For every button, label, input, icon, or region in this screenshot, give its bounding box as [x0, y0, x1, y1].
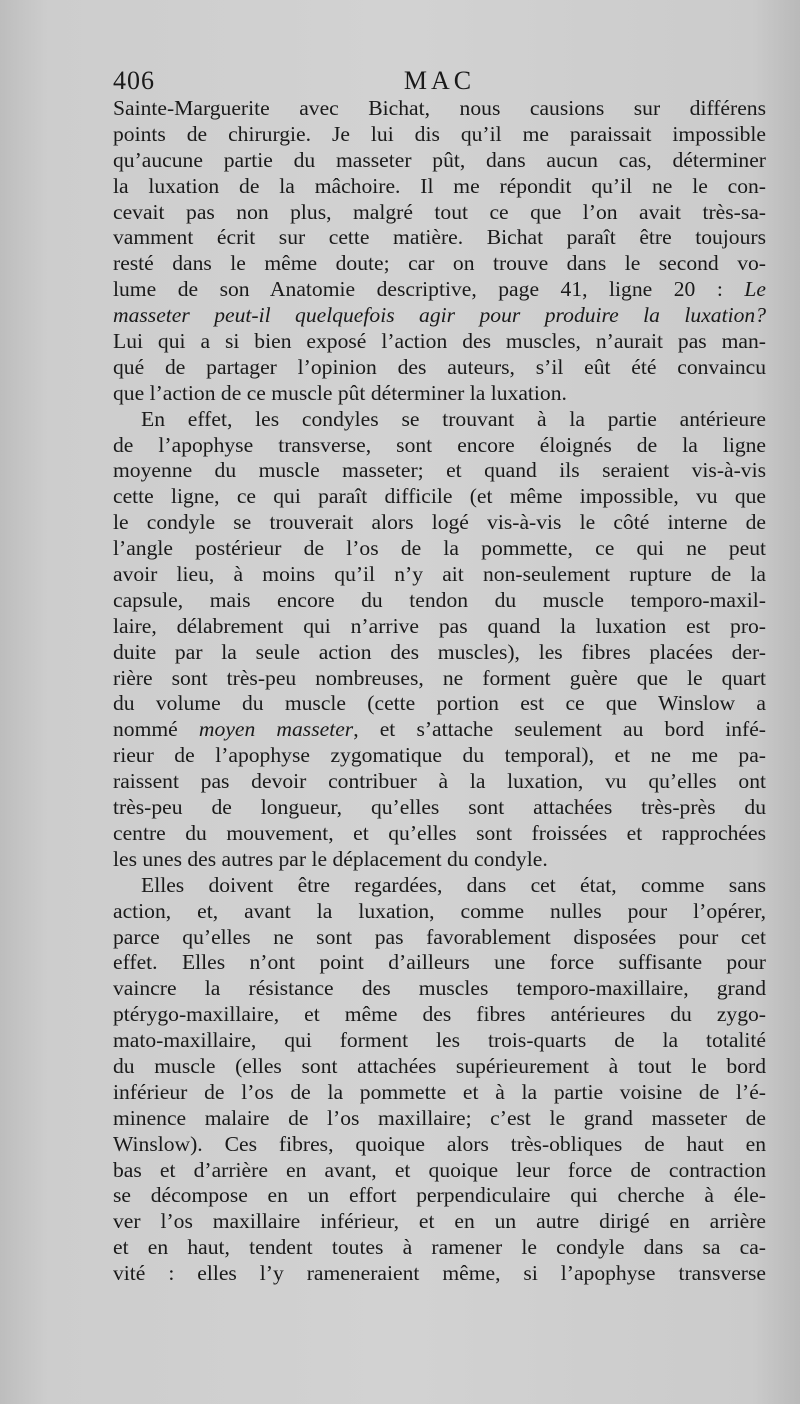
text-line	[113, 251, 766, 277]
text-line	[113, 1054, 766, 1080]
text-line	[113, 640, 766, 666]
paragraph	[113, 873, 766, 1287]
text-line	[113, 225, 766, 251]
text-line	[113, 717, 766, 743]
line-text: les unes des autres par le déplacement du condyle.	[113, 846, 548, 871]
text-line	[113, 769, 766, 795]
line-text: points de chirurgie. Je lui dis qu’il me paraissait impossible	[113, 121, 766, 146]
line-text: raissent pas devoir contribuer à la luxation, vu qu’elles ont	[113, 769, 766, 794]
line-text: ptérygo-maxillaire, et même des fibres antérieures du zygo-	[113, 1002, 766, 1027]
line-text: resté dans le même doute; car on trouve dans le second vo-	[113, 251, 766, 276]
paragraph	[113, 96, 766, 407]
paragraph	[113, 407, 766, 873]
italic-text: Le	[744, 277, 766, 302]
text-line	[113, 950, 766, 976]
line-text: la luxation de la mâchoire. Il me répondit qu’il ne le con-	[113, 173, 766, 198]
line-text: Sainte-Marguerite avec Bichat, nous causions sur différens	[113, 96, 766, 120]
text-line	[113, 899, 766, 925]
line-text: le condyle se trouverait alors logé vis-à-vis le côté interne de	[113, 510, 766, 535]
text-line	[113, 847, 766, 873]
line-text: cevait pas non plus, malgré tout ce que l’on avait très-sa-	[113, 199, 766, 224]
line-text: capsule, mais encore du tendon du muscle temporo-maxil-	[113, 587, 766, 612]
text-line	[113, 1106, 766, 1132]
line-text: bas et d’arrière en avant, et quoique leur force de contraction	[113, 1157, 766, 1182]
text-line	[113, 174, 766, 200]
line-text: lume de son Anatomie descriptive, page 41, ligne 20 :	[113, 277, 745, 302]
line-text: très-peu de longueur, qu’elles sont attachées très-près du	[113, 795, 766, 820]
text-line	[113, 200, 766, 226]
line-text: rière sont très-peu nombreuses, ne forment guère que le quart	[113, 665, 766, 690]
text-line	[113, 329, 766, 355]
text-line	[113, 743, 766, 769]
line-text: du volume du muscle (cette portion est ce que Winslow a	[113, 691, 766, 716]
text-line	[113, 355, 766, 381]
line-text: Lui qui a si bien exposé l’action des muscles, n’aurait pas man-	[113, 329, 766, 354]
line-text: vité : elles l’y rameneraient même, si l’apophyse transverse	[113, 1261, 766, 1286]
line-text: centre du mouvement, et qu’elles sont froissées et rapprochées	[113, 820, 766, 845]
line-text: parce qu’elles ne sont pas favorablement disposées pour cet	[113, 924, 766, 949]
text-line	[113, 381, 766, 407]
line-text: qué de partager l’opinion des auteurs, s’il eût été convaincu	[113, 354, 766, 379]
line-text: avoir lieu, à moins qu’il n’y ait non-seulement rupture de la	[113, 562, 766, 587]
text-line	[113, 1002, 766, 1028]
text-line	[113, 795, 766, 821]
line-text: ver l’os maxillaire inférieur, et en un autre dirigé en arrière	[113, 1209, 766, 1234]
text-line	[113, 691, 766, 717]
text-line	[113, 873, 766, 899]
line-text: rieur de l’apophyse zygomatique du temporal), et ne me pa-	[113, 743, 766, 768]
text-line	[113, 821, 766, 847]
line-text: et en haut, tendent toutes à ramener le condyle dans sa ca-	[113, 1235, 766, 1260]
text-line	[113, 122, 766, 148]
text-line	[113, 484, 766, 510]
line-text: moyenne du muscle masseter; et quand ils seraient vis-à-vis	[113, 458, 766, 483]
italic-text: masseter peut-il quelquefois agir pour produire la luxation?	[113, 303, 766, 328]
page-header	[113, 60, 766, 96]
line-text: laire, délabrement qui n’arrive pas quand la luxation est pro-	[113, 613, 766, 638]
text-line	[113, 1183, 766, 1209]
text-line	[113, 458, 766, 484]
line-text: que l’action de ce muscle pût déterminer la luxation.	[113, 380, 567, 405]
text-line	[113, 303, 766, 329]
line-text: duite par la seule action des muscles), les fibres placées der-	[113, 639, 766, 664]
text-line	[113, 510, 766, 536]
line-text: nommé	[113, 717, 199, 742]
text-line	[113, 1080, 766, 1106]
line-text: l’angle postérieur de l’os de la pommette, ce qui ne peut	[113, 536, 766, 561]
line-text: de l’apophyse transverse, sont encore éloignés de la ligne	[113, 432, 766, 457]
text-line	[113, 407, 766, 433]
text-line	[113, 96, 766, 122]
line-text: se décompose en un effort perpendiculaire qui cherche à éle-	[113, 1183, 766, 1208]
line-text: qu’aucune partie du masseter pût, dans aucun cas, déterminer	[113, 147, 766, 172]
line-text: action, et, avant la luxation, comme nulles pour l’opérer,	[113, 898, 766, 923]
text-line	[113, 1261, 766, 1287]
text-line	[113, 536, 766, 562]
line-text: minence malaire de l’os maxillaire; c’est le grand masseter de	[113, 1105, 766, 1130]
line-text: du muscle (elles sont attachées supérieurement à tout le bord	[113, 1053, 766, 1078]
body-text	[113, 96, 766, 1287]
italic-text: moyen masseter	[198, 717, 354, 742]
line-text: En effet, les condyles se trouvant à la partie antérieure	[141, 406, 766, 431]
text-line	[113, 562, 766, 588]
text-line	[113, 433, 766, 459]
line-text: vamment écrit sur cette matière. Bichat paraît être toujours	[113, 225, 766, 250]
line-text: Elles doivent être regardées, dans cet état, comme sans	[141, 872, 766, 897]
text-line	[113, 277, 766, 303]
line-text: vaincre la résistance des muscles temporo-maxillaire, grand	[113, 976, 766, 1001]
line-text: cette ligne, ce qui paraît difficile (et même impossible, vu que	[113, 484, 766, 509]
running-head: MAC	[403, 66, 476, 95]
line-text: effet. Elles n’ont point d’ailleurs une force suffisante pour	[113, 950, 766, 975]
line-text: inférieur de l’os de la pommette et à la partie voisine de l’é-	[113, 1079, 766, 1104]
text-line	[113, 1028, 766, 1054]
text-line	[113, 1158, 766, 1184]
text-line	[113, 588, 766, 614]
text-line	[113, 614, 766, 640]
line-text: mato-maxillaire, qui forment les trois-quarts de la totalité	[113, 1028, 766, 1053]
text-line	[113, 148, 766, 174]
text-line	[113, 1132, 766, 1158]
text-line	[113, 976, 766, 1002]
text-line	[113, 1209, 766, 1235]
line-text: Winslow). Ces fibres, quoique alors très-obliques de haut en	[113, 1131, 766, 1156]
text-line	[113, 1235, 766, 1261]
text-line	[113, 925, 766, 951]
text-line	[113, 666, 766, 692]
line-text: , et s’attache seulement au bord infé-	[353, 717, 766, 742]
page-number: 406	[113, 66, 155, 95]
